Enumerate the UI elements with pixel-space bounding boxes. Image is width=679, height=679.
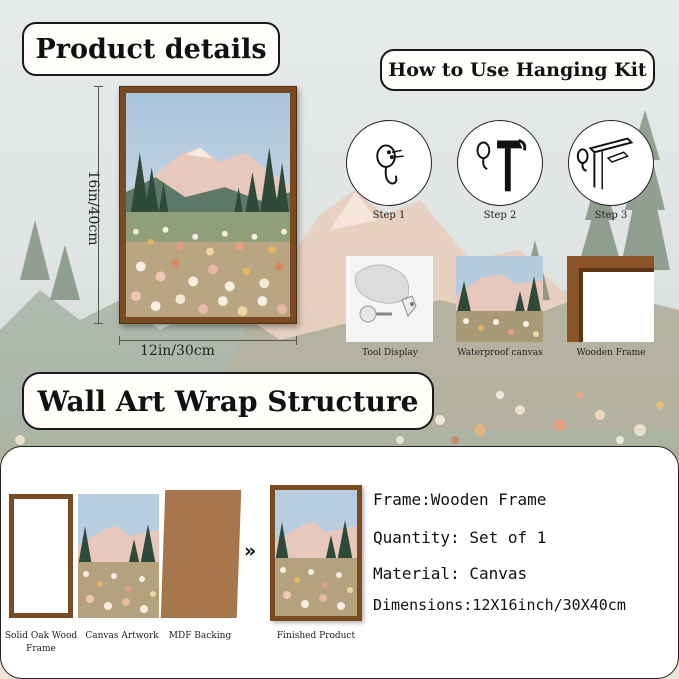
- hammer-icon: [458, 121, 542, 205]
- canvas-artwork-layer: [78, 494, 159, 618]
- height-dimension-label: 16in/40cm: [85, 170, 101, 246]
- meadow-painting: [126, 93, 290, 317]
- oak-frame-layer: [9, 494, 73, 618]
- wrap-structure-heading: Wall Art Wrap Structure: [22, 372, 434, 430]
- canvas-artwork-label: Canvas Artwork: [85, 631, 159, 641]
- mdf-backing-label: MDF Backing: [168, 631, 232, 641]
- frame-corner-image: [567, 256, 654, 342]
- step-2-label: Step 2: [483, 210, 517, 221]
- step-2-circle: [457, 120, 543, 206]
- waterproof-canvas-label: Waterproof canvas: [457, 348, 543, 358]
- frame-opening: [14, 499, 68, 613]
- step-3-label: Step 3: [594, 210, 628, 221]
- wooden-frame-label: Wooden Frame: [576, 348, 646, 358]
- canvas-closeup-image: [456, 256, 543, 342]
- product-details-heading: Product details: [22, 22, 280, 76]
- height-dimension-tick-bottom: [94, 323, 103, 324]
- height-dimension-tick-top: [94, 86, 103, 87]
- width-dimension-line: [119, 340, 297, 341]
- waterproof-canvas-photo: [456, 256, 543, 342]
- spec-dimensions: Dimensions:12X16inch/30X40cm: [373, 596, 626, 614]
- spec-quantity: Quantity: Set of 1: [373, 528, 547, 547]
- canvas-artwork-image: [78, 494, 159, 618]
- width-dimension-label: 12in/30cm: [140, 343, 215, 359]
- nail-hook-icon: [347, 121, 431, 205]
- spec-frame: Frame:Wooden Frame: [373, 490, 547, 509]
- tool-display-label: Tool Display: [362, 348, 418, 358]
- finished-product-image: [275, 490, 357, 616]
- step-3-circle: [568, 120, 654, 206]
- hanging-kit-hardware-image: [346, 256, 433, 342]
- arrow-icon: »: [244, 540, 253, 562]
- framed-painting: [119, 86, 297, 324]
- finished-product-label: Finished Product: [276, 631, 356, 641]
- step-1-label: Step 1: [372, 210, 406, 221]
- width-dimension-tick-left: [119, 336, 120, 345]
- wooden-frame-photo: [567, 256, 654, 342]
- mdf-backing-layer: [161, 490, 241, 618]
- finished-product-frame: [270, 485, 362, 621]
- oak-frame-label: Solid Oak Wood Frame: [4, 631, 78, 654]
- hanging-kit-heading: How to Use Hanging Kit: [380, 49, 655, 91]
- width-dimension-tick-right: [296, 336, 297, 345]
- spec-material: Material: Canvas: [373, 564, 528, 583]
- step-1-circle: [346, 120, 432, 206]
- tool-display-photo: [346, 256, 433, 342]
- hang-frame-icon: [569, 121, 653, 205]
